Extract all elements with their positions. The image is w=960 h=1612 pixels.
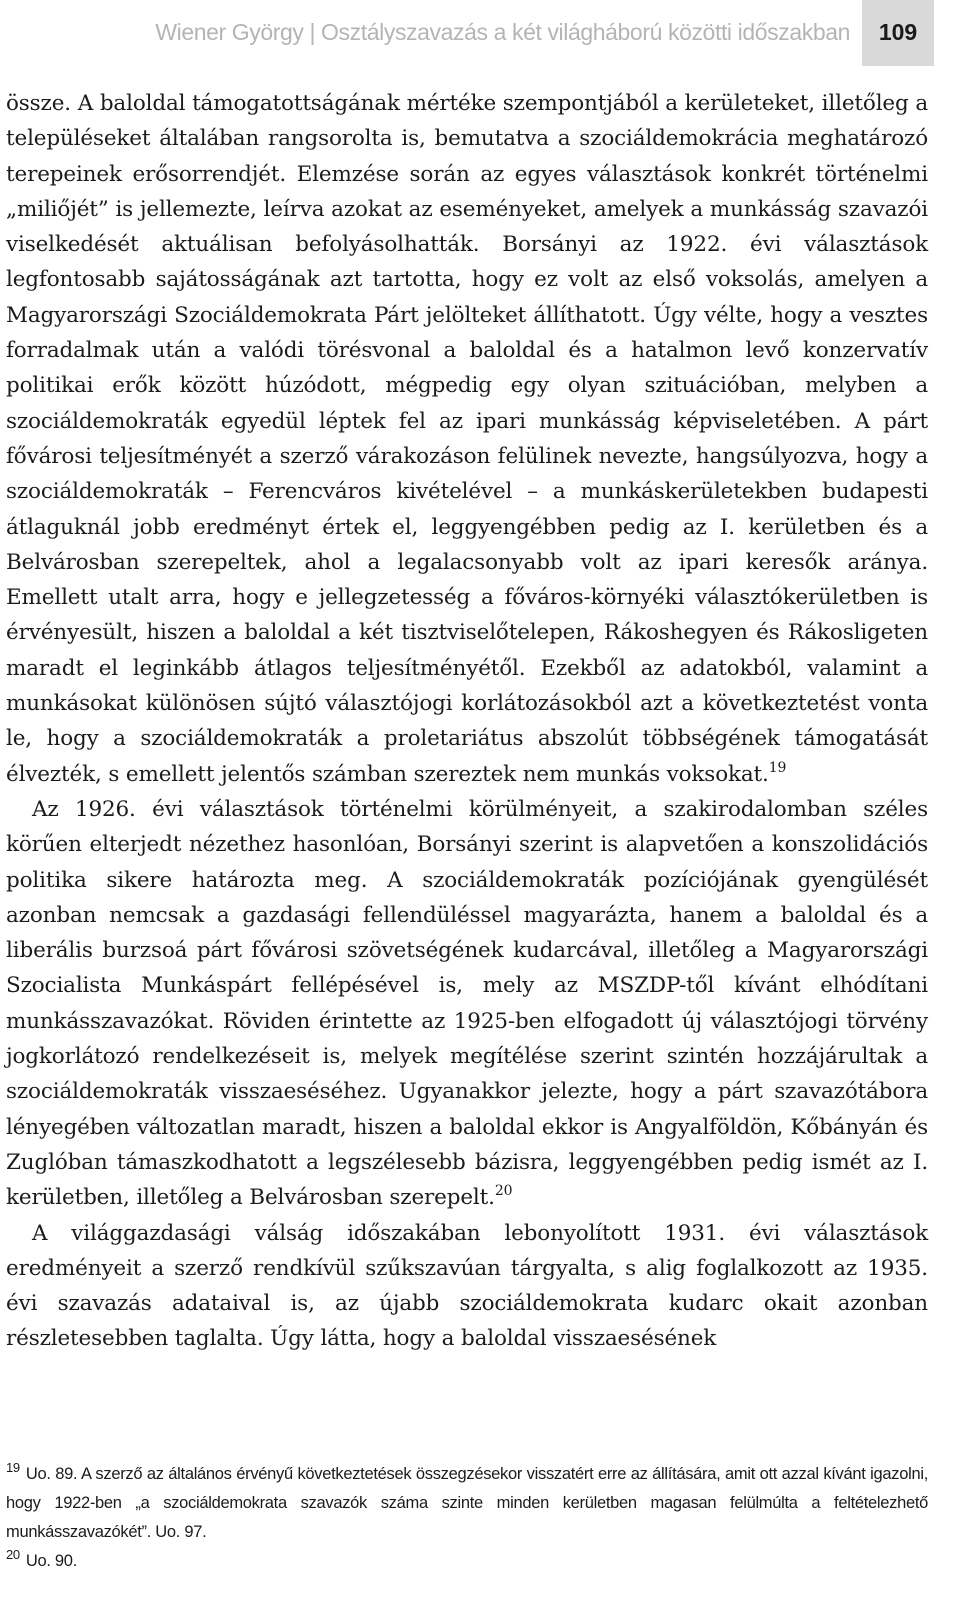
paragraph-2 (6, 792, 928, 1216)
footnote-number: 20 (6, 1547, 20, 1562)
paragraph-text: Az 1926. évi választások történelmi körülményeit, a szakirodalomban széles körűen elterjedt nézethez hasonlóan, Borsányi szerint is alapvetően a konszolidációs politika sikere határozta meg. A szociáldemokraták pozíciójának gyengülését azonban nemcsak a gazdasági fellendüléssel magyarázta, hanem a baloldal és a liberális burzsoá párt fővárosi szövetségének kudarcával, illetőleg a Magyarországi Szocialista Munkáspárt fellépésével is, mely az MSZDP-től kívánt elhódítani munkásszavazókat. Röviden érintette az 1925-ben elfogadott új választójogi törvény jogkorlátozó rendelkezéseit is, melyek megítélése szerint szintén hozzájárultak a szociáldemokraták visszaeséséhez. Ugyanakkor jelezte, hogy a párt szavazótábora lényegében változatlan maradt, hiszen a baloldal ekkor is Angyalföldön, Kőbányán és Zuglóban támaszkodhatott a legszélesebb bázisra, leggyengébben pedig ismét az I. kerületben, illetőleg a Belvárosban szerepelt. (6, 796, 928, 1211)
running-head (0, 0, 960, 68)
paragraph-text: össze. A baloldal támogatottságának mértéke szempontjából a kerületeket, illetőleg a településeket általában rangsorolta is, bemutatva a szociáldemokrácia meghatározó terepeinek erősorrendjét. Elemzése során az egyes választások konkrét történelmi „miliőjét” is jellemezte, leírva azokat az eseményeket, amelyek a munkásság szavazói viselkedését aktuálisan befolyásolhatták. Borsányi az 1922. évi választások legfontosabb sajátosságának azt tartotta, hogy ez volt az első voksolás, amelyen a Magyarországi Szociáldemokrata Párt jelölteket állíthatott. Úgy vélte, hogy a vesztes forradalmak után a valódi törésvonal a baloldal és a hatalmon levő konzervatív politikai erők között húzódott, mégpedig egy olyan szituációban, melyben a szociáldemokraták egyedül léptek fel az ipari munkásság képviseletében. A párt fővárosi teljesítményét a szerző várakozáson felülinek nevezte, hangsúlyozva, hogy a szociáldemokraták – Ferencváros kivételével – a munkáskerületekben budapesti átlaguknál jobb eredményt értek el, leggyengébben pedig az I. kerületben és a Belvárosban szerepeltek, ahol a legalacsonyabb volt az ipari keresők aránya. Emellett utalt arra, hogy e jellegzetesség a főváros-környéki választókerületben is érvényesült, hiszen a baloldal a két tisztviselőtelepen, Rákoshegyen és Rákosligeten maradt el leginkább átlagos teljesítményétől. Ezekből az adatokból, valamint a munkásokat különösen sújtó választójogi korlátozásokból azt a következtetést vonta le, hogy a szociáldemokraták a proletariátus abszolút többségének támogatását élvezték, s emellett jelentős számban szereztek nem munkás voksokat. (6, 91, 928, 787)
footnotes (6, 1460, 928, 1576)
page-number-box (862, 0, 934, 66)
body-text (6, 86, 928, 1357)
footnote-number: 19 (6, 1460, 20, 1475)
footnote-19 (6, 1460, 928, 1547)
footnote-20 (6, 1547, 928, 1576)
footnote-ref-19[interactable]: 19 (768, 759, 787, 776)
footnote-text: Uo. 90. (25, 1552, 77, 1570)
paragraph-3 (6, 1216, 928, 1357)
paragraph-text: A világgazdasági válság időszakában lebonyolított 1931. évi választások eredményeit a szerző rendkívül szűkszavúan tárgyalta, s alig foglalkozott az 1935. évi szavazás adataival is, az újabb szociáldemokrata kudarc okait azonban részletesebben taglalta. Úgy látta, hogy a baloldal visszaesésének (6, 1220, 928, 1352)
paragraph-1 (6, 86, 928, 792)
footnote-text: Uo. 89. A szerző az általános érvényű következtetések összegzésekor visszatért erre az állítására, amit ott azzal kívánt igazolni, hogy 1922-ben „a szociáldemokrata szavazók száma szinte minden kerületben magasan felülmúlta a feltételezhető munkásszavazókét”. Uo. 97. (6, 1465, 928, 1541)
running-title: Wiener György | Osztályszavazás a két világháború közötti időszakban (155, 19, 850, 45)
footnote-ref-20[interactable]: 20 (494, 1183, 513, 1200)
page-number: 109 (878, 19, 918, 45)
